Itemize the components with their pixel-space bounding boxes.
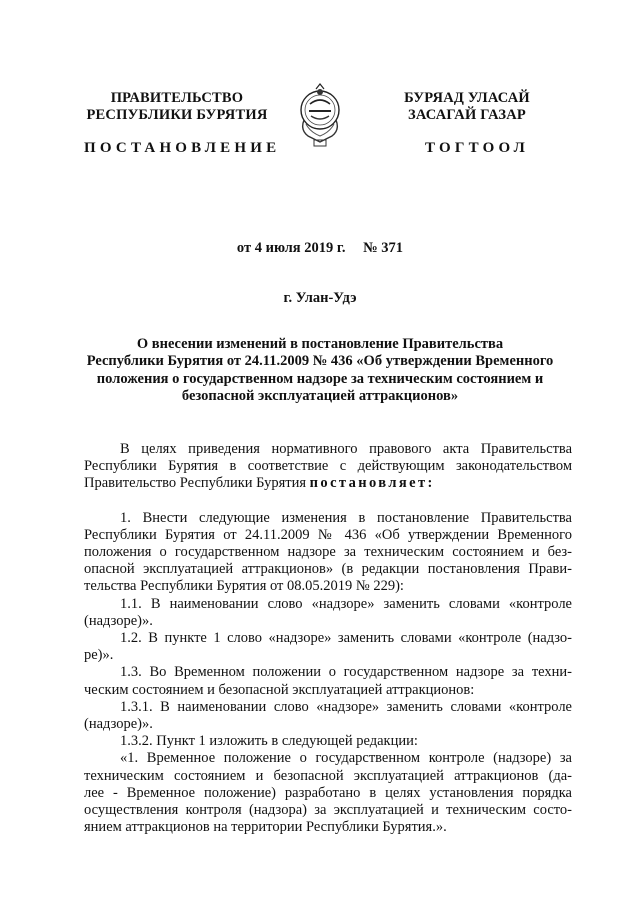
preamble-closing-line bbox=[84, 475, 572, 492]
body-line: 1.3.1. В наименовании слово «надзоре» заменить словами «контроле bbox=[120, 698, 572, 715]
header-right-block bbox=[392, 90, 542, 124]
body-line: осуществления контроля (надзора) за эксплуатацией и техническим состо- bbox=[84, 802, 572, 819]
header-left-block bbox=[84, 90, 270, 124]
preamble-resolves: постановляет: bbox=[309, 475, 435, 492]
decree-number: № 371 bbox=[363, 240, 404, 256]
decree-date: от 4 июля 2019 г. bbox=[236, 240, 346, 256]
body-line: 1. Внести следующие изменения в постановление Правительства bbox=[120, 509, 572, 526]
body-line: Республики Бурятия от 24.11.2009 № 436 «Об утверждении Временного bbox=[84, 526, 572, 543]
decree-city: г. Улан-Удэ bbox=[283, 290, 357, 306]
preamble-prefix: Правительство Республики Бурятия bbox=[84, 475, 310, 492]
body-line: янием аттракционов на территории Республики Бурятия.». bbox=[84, 819, 447, 836]
body-line: 1.2. В пункте 1 слово «надзоре» заменить словами «контроле (надзо- bbox=[120, 630, 572, 647]
body-line: положения о государственном надзоре за техническим состоянием и без- bbox=[84, 544, 572, 561]
body-line: опасной эксплуатацией аттракционов» (в редакции постановления Прави- bbox=[84, 561, 572, 578]
coat-of-arms-icon bbox=[296, 80, 344, 152]
body-line: лее - Временное положение) разработано в целях установления порядка bbox=[84, 784, 572, 801]
body-line: 1.1. В наименовании слово «надзоре» заменить словами «контроле bbox=[120, 595, 572, 612]
body-line: ре)». bbox=[84, 647, 114, 664]
decree-title bbox=[70, 336, 570, 405]
header-right-line2: ЗАСАГАЙ ГАЗАР bbox=[408, 107, 526, 123]
body-line: тельства Республики Бурятия от 08.05.2019 № 229): bbox=[84, 578, 404, 595]
header-left-line2: РЕСПУБЛИКИ БУРЯТИЯ bbox=[86, 107, 268, 123]
title-line: О внесении изменений в постановление Правительства bbox=[136, 336, 504, 352]
body-line: В целях приведения нормативного правового акта Правительства bbox=[120, 441, 572, 457]
body-line: (надзоре)». bbox=[84, 612, 153, 629]
body-line: «1. Временное положение о государственном контроле (надзоре) за bbox=[120, 750, 572, 767]
body-line: 1.3.2. Пункт 1 изложить в следующей редакции: bbox=[120, 733, 418, 750]
title-line: Республики Бурятия от 24.11.2009 № 436 «Об утверждении Временного bbox=[86, 353, 554, 370]
body-line: Республики Бурятия в соответствие с действующим законодательством bbox=[84, 458, 572, 475]
decree-title-bua: ТОГТООЛ bbox=[425, 140, 529, 156]
title-line: положения о государственном надзоре за техническим состоянием и bbox=[96, 370, 544, 387]
body-line: 1.3. Во Временном положении о государственном надзоре за техни- bbox=[120, 664, 572, 681]
body-line: ческим состоянием и безопасной эксплуатацией аттракционов: bbox=[84, 681, 475, 698]
body-line: техническим состоянием и безопасной эксплуатацией аттракционов (да- bbox=[84, 767, 572, 784]
header-right-line1: БУРЯАД УЛАСАЙ bbox=[404, 90, 530, 106]
header-left-line1: ПРАВИТЕЛЬСТВО bbox=[110, 90, 244, 106]
decree-date-line bbox=[0, 240, 640, 257]
body-line: (надзоре)». bbox=[84, 716, 153, 733]
title-line: безопасной эксплуатацией аттракционов» bbox=[181, 387, 459, 404]
document-body bbox=[84, 441, 572, 836]
decree-title-ru: ПОСТАНОВЛЕНИЕ bbox=[84, 140, 281, 156]
